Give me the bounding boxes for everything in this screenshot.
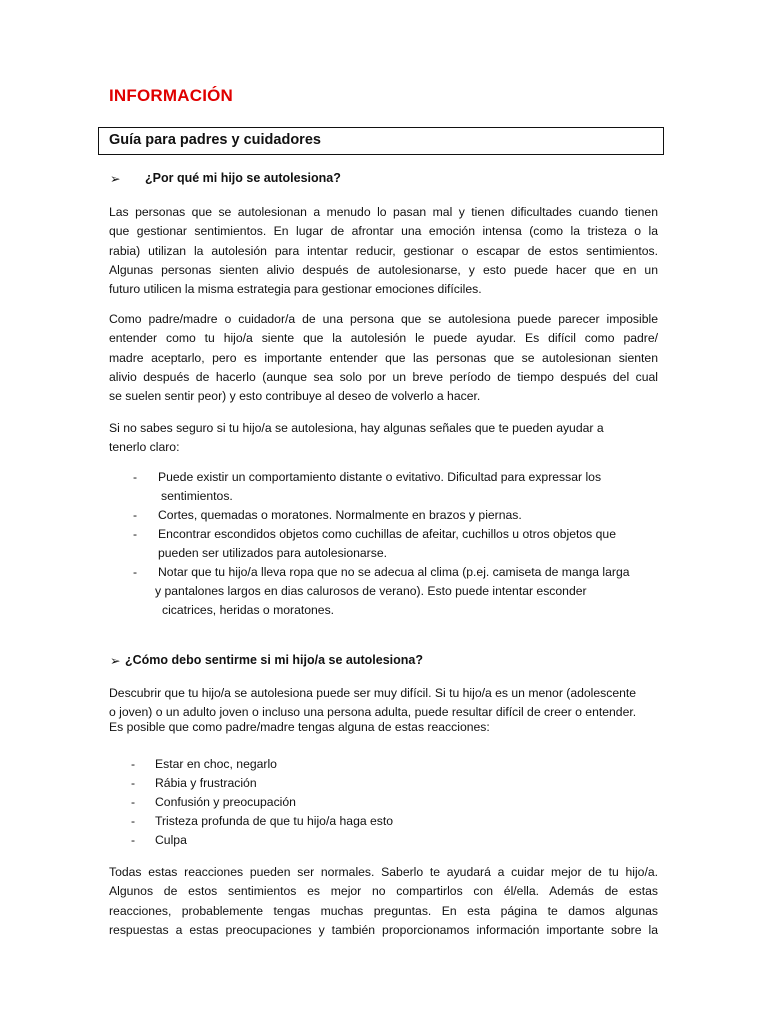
question-heading-2: ¿Cómo debo sentirme si mi hijo/a se autolesiona? [125,653,423,667]
dash-bullet: - [131,757,136,771]
dash-bullet: - [133,565,138,579]
question-heading-1: ¿Por qué mi hijo se autolesiona? [145,171,341,185]
text-line: rabia) utilizan la autolesión para intentar reducir, gestionar o escapar de estos sentimientos. [109,243,658,258]
text-line: Algunos de estos sentimientos es mejor no compartirlos con él/ella. Además de estas [109,884,658,899]
text-line: respuestas a estas preocupaciones y también proporcionamos información importante sobre la [109,922,658,937]
text-line: que gestionar sentimientos. En lugar de afrontar una emoción intensa (como la tristeza o la [109,224,658,239]
dash-bullet: - [131,813,136,828]
paragraph-why-2 [109,310,658,406]
guide-header-box [98,127,664,155]
text-line: Descubrir que tu hijo/a se autolesiona puede ser muy difícil. Si tu hijo/a es un menor (adolescente [109,686,637,700]
guide-title: Guía para padres y cuidadores [109,132,321,148]
text-line: Algunas personas sienten alivio después de autolesionarse, y esto puede hacer que en un [109,262,658,277]
text-line: entender como tu hijo/a siente que la autolesión le puede ayudar. Es difícil como padre/ [109,331,658,346]
dash-bullet: - [133,508,138,522]
arrow-bullet-icon: ➢ [110,654,121,668]
list-item-text: pueden ser utilizados para autolesionarse. [158,546,388,560]
list-item [109,755,509,774]
signs-list [109,468,669,620]
dash-bullet: - [131,832,136,847]
list-item-text: Estar en choc, negarlo [155,757,277,771]
list-item-text: Rábia y frustración [155,775,257,790]
list-item-text: Cortes, quemadas o moratones. Normalmente en brazos y piernas. [158,508,522,522]
text-line: futuro utilicen la misma estrategia para gestionar emociones difíciles. [109,282,482,297]
list-item-text: Tristeza profunda de que tu hijo/a haga esto [155,813,394,828]
arrow-bullet-icon: ➢ [110,172,121,186]
list-item [109,506,669,525]
list-item-text: Encontrar escondidos objetos como cuchillas de afeitar, cuchillos u otros objetos que [158,527,616,541]
list-item-text: cicatrices, heridas o moratones. [162,603,335,617]
list-item [109,563,669,620]
page-title: INFORMACIÓN [109,86,234,105]
list-item [109,525,669,563]
list-item [109,812,509,831]
text-line: Es posible que como padre/madre tengas alguna de estas reacciones: [109,719,490,734]
text-line: reacciones, probablemente tengas muchas preguntas. En esta página te damos algunas [109,903,658,918]
text-line: Como padre/madre o cuidador/a de una persona que se autolesiona puede parecer imposible [109,312,658,326]
text-line: Las personas que se autolesionan a menudo lo pasan mal y tienen dificultades cuando tienen [109,205,658,219]
dash-bullet: - [131,775,136,790]
list-item [109,468,669,506]
text-line: tenerlo claro: [109,440,180,455]
list-item-text: Culpa [155,832,187,847]
paragraph-signs-intro [109,419,658,458]
list-item [109,793,509,812]
list-item [109,831,509,850]
paragraph-feel-1 [109,684,679,737]
list-item-text: Confusión y preocupación [155,794,296,809]
reactions-list [109,755,509,850]
list-item-text: sentimientos. [161,489,233,503]
text-line: Todas estas reacciones pueden ser normales. Saberlo te ayudará a cuidar mejor de tu hijo/a. [109,865,658,879]
text-line: madre aceptarlo, pero es importante entender que las personas que se autolesionan sienten [109,350,658,365]
text-line: o joven) o un adulto joven o incluso una persona adulta, puede resultar difícil de creer o entender. [109,705,637,720]
paragraph-why-1 [109,203,658,299]
list-item-text: y pantalones largos en dias calurosos de verano). Esto puede intentar esconder [155,584,587,598]
paragraph-feel-2 [109,863,658,940]
text-line: Si no sabes seguro si tu hijo/a se autolesiona, hay algunas señales que te pueden ayudar a [109,421,604,435]
list-item-text: Puede existir un comportamiento distante o evitativo. Dificultad para expressar los [158,470,602,484]
dash-bullet: - [131,794,136,809]
list-item-text: Notar que tu hijo/a lleva ropa que no se adecua al clima (p.ej. camiseta de manga larga [158,565,630,579]
dash-bullet: - [133,470,138,484]
text-line: alivio después de hacerlo (aunque sea solo por un breve período de tiempo después del cual [109,369,658,384]
dash-bullet: - [133,527,138,541]
list-item [109,774,509,793]
text-line: se suelen sentir peor) y esto contribuye al deseo de volverlo a hacer. [109,389,481,404]
